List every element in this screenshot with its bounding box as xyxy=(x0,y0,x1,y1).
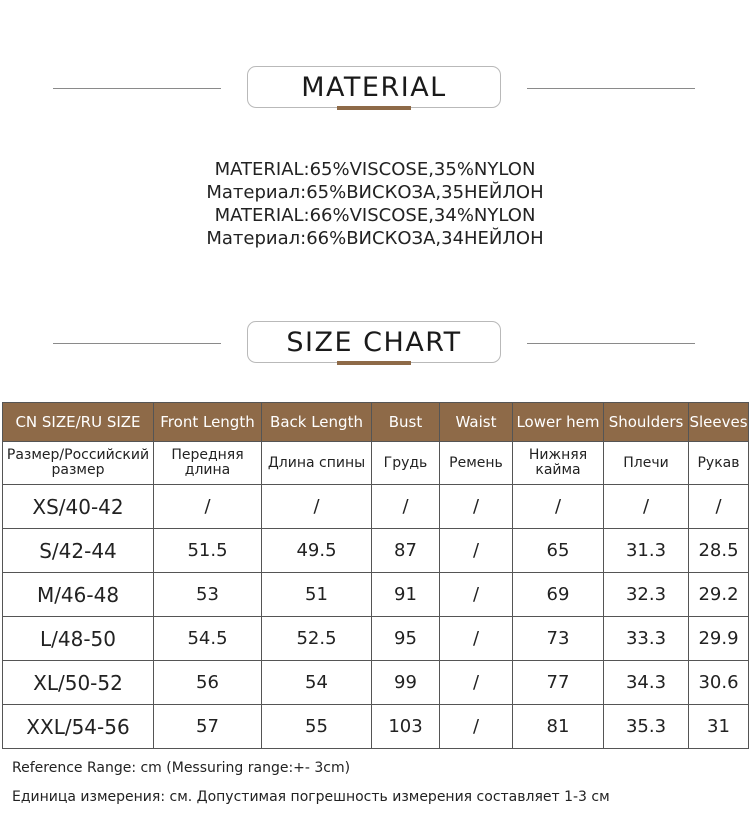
table-cell: 55 xyxy=(262,705,372,749)
table-cell: 28.5 xyxy=(689,529,749,573)
table-cell: / xyxy=(440,617,513,661)
material-title: MATERIAL xyxy=(247,66,501,108)
table-cell: 29.9 xyxy=(689,617,749,661)
table-cell: 103 xyxy=(372,705,440,749)
table-row xyxy=(3,529,749,573)
divider-line xyxy=(53,88,221,89)
column-header-ru: Ремень xyxy=(440,442,513,485)
table-cell: / xyxy=(262,485,372,529)
table-cell: 87 xyxy=(372,529,440,573)
material-label: MATERIAL: xyxy=(214,159,310,180)
table-cell: 91 xyxy=(372,573,440,617)
material-label: Материал: xyxy=(206,182,307,203)
column-header-ru: Нижняя кайма xyxy=(513,442,604,485)
table-header-row-ru xyxy=(3,442,749,485)
material-line-4 xyxy=(206,227,543,250)
size-cell: L/48-50 xyxy=(3,617,154,661)
material-value: 65%VISCOSE,35%NYLON xyxy=(309,159,536,180)
material-value: 65%ВИСКОЗА,35НЕЙЛОН xyxy=(306,182,544,203)
table-cell: 95 xyxy=(372,617,440,661)
table-cell: / xyxy=(440,573,513,617)
table-cell: 54.5 xyxy=(154,617,262,661)
column-header: Lower hem xyxy=(513,403,604,442)
table-cell: 35.3 xyxy=(604,705,689,749)
column-header: Shoulders xyxy=(604,403,689,442)
size-cell: XS/40-42 xyxy=(3,485,154,529)
table-cell: / xyxy=(604,485,689,529)
table-cell: 31.3 xyxy=(604,529,689,573)
column-header: Front Length xyxy=(154,403,262,442)
table-cell: / xyxy=(689,485,749,529)
column-header-ru: Размер/Российский размер xyxy=(3,442,154,485)
reference-range-note: Reference Range: cm (Messuring range:+- 3cm) xyxy=(12,760,351,776)
table-cell: 73 xyxy=(513,617,604,661)
table-row xyxy=(3,485,749,529)
reference-range-note-ru: Единица измерения: см. Допустимая погрешность измерения составляет 1-3 см xyxy=(12,789,610,805)
table-cell: 54 xyxy=(262,661,372,705)
table-row xyxy=(3,661,749,705)
table-cell: 81 xyxy=(513,705,604,749)
divider-line xyxy=(53,343,221,344)
material-label: MATERIAL: xyxy=(214,205,310,226)
table-cell: 31 xyxy=(689,705,749,749)
material-label: Материал: xyxy=(206,228,307,249)
table-cell: 69 xyxy=(513,573,604,617)
table-header-row xyxy=(3,403,749,442)
material-value: 66%ВИСКОЗА,34НЕЙЛОН xyxy=(306,228,544,249)
size-chart-title: SIZE CHART xyxy=(247,321,501,363)
size-chart-table xyxy=(2,402,749,749)
table-cell: 33.3 xyxy=(604,617,689,661)
table-cell: / xyxy=(440,705,513,749)
title-accent-bar xyxy=(337,361,411,365)
column-header-ru: Грудь xyxy=(372,442,440,485)
column-header: Waist xyxy=(440,403,513,442)
table-cell: 57 xyxy=(154,705,262,749)
table-cell: 30.6 xyxy=(689,661,749,705)
table-cell: 52.5 xyxy=(262,617,372,661)
table-cell: 53 xyxy=(154,573,262,617)
column-header-ru: Длина спины xyxy=(262,442,372,485)
size-cell: M/46-48 xyxy=(3,573,154,617)
table-cell: / xyxy=(440,485,513,529)
divider-line xyxy=(527,88,695,89)
title-accent-bar xyxy=(337,106,411,110)
size-cell: S/42-44 xyxy=(3,529,154,573)
material-line-1 xyxy=(215,158,536,181)
table-cell: / xyxy=(513,485,604,529)
table-cell: 34.3 xyxy=(604,661,689,705)
table-cell: 51 xyxy=(262,573,372,617)
size-cell: XXL/54-56 xyxy=(3,705,154,749)
column-header: CN SIZE/RU SIZE xyxy=(3,403,154,442)
table-cell: / xyxy=(440,661,513,705)
column-header-ru: Плечи xyxy=(604,442,689,485)
table-cell: / xyxy=(154,485,262,529)
size-cell: XL/50-52 xyxy=(3,661,154,705)
table-cell: 99 xyxy=(372,661,440,705)
material-line-2 xyxy=(206,181,543,204)
material-line-3 xyxy=(215,204,536,227)
column-header: Bust xyxy=(372,403,440,442)
material-value: 66%VISCOSE,34%NYLON xyxy=(309,205,536,226)
table-cell: 56 xyxy=(154,661,262,705)
table-cell: / xyxy=(372,485,440,529)
column-header: Sleeves xyxy=(689,403,749,442)
table-cell: 65 xyxy=(513,529,604,573)
table-row xyxy=(3,705,749,749)
table-cell: 51.5 xyxy=(154,529,262,573)
table-cell: 29.2 xyxy=(689,573,749,617)
column-header: Back Length xyxy=(262,403,372,442)
table-cell: 77 xyxy=(513,661,604,705)
table-cell: 49.5 xyxy=(262,529,372,573)
material-composition xyxy=(0,158,750,250)
table-row xyxy=(3,617,749,661)
divider-line xyxy=(527,343,695,344)
material-section-header xyxy=(0,66,750,112)
size-section-header xyxy=(0,321,750,367)
column-header-ru: Передняя длина xyxy=(154,442,262,485)
table-row xyxy=(3,573,749,617)
table-cell: / xyxy=(440,529,513,573)
table-cell: 32.3 xyxy=(604,573,689,617)
column-header-ru: Рукав xyxy=(689,442,749,485)
